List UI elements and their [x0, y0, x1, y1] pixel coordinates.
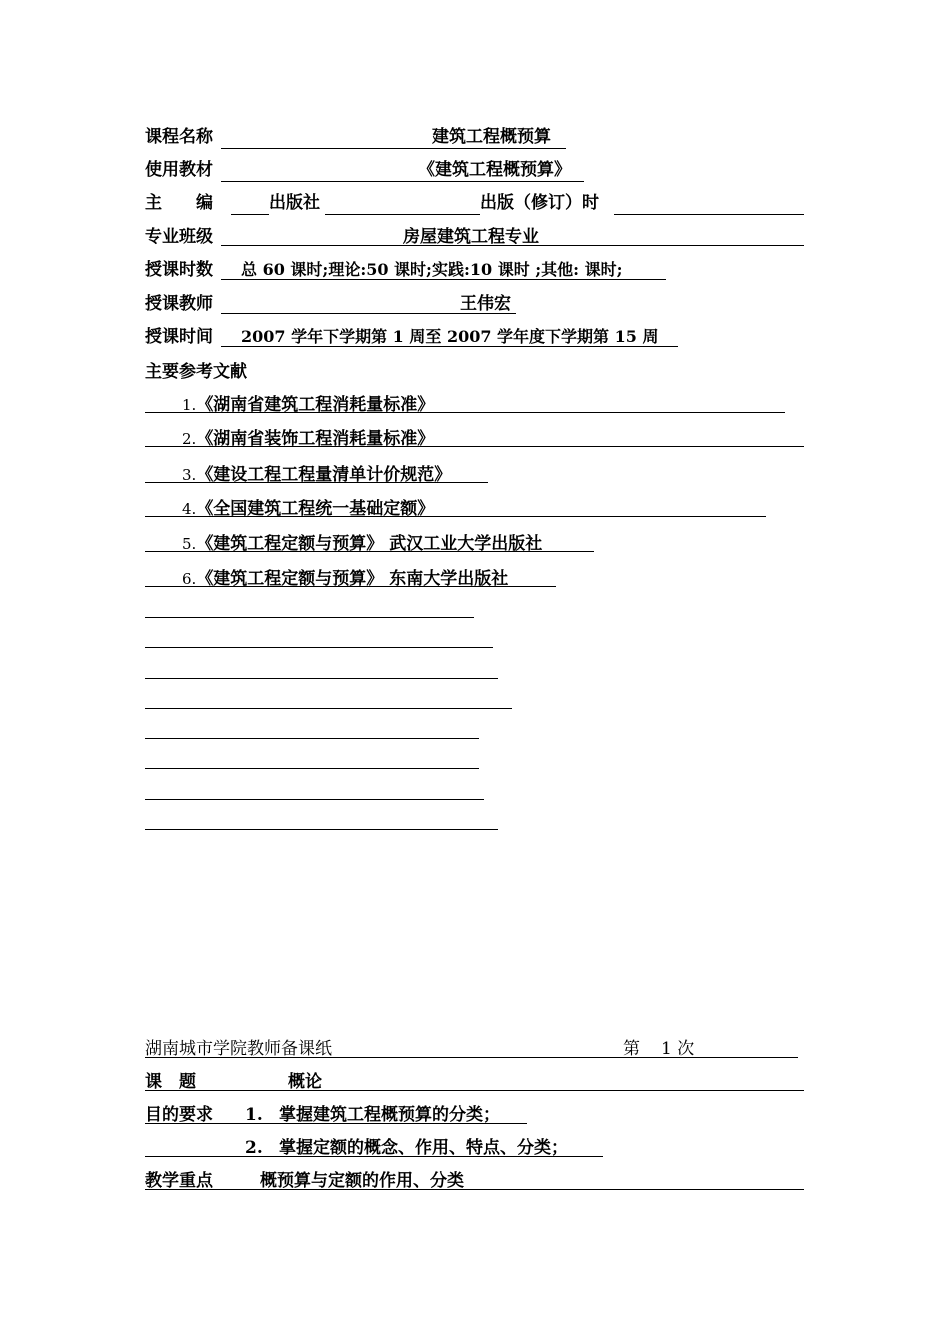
- reference-item: [145, 568, 508, 592]
- focus-value: 概预算与定额的作用、分类: [260, 1171, 464, 1191]
- textbook-value: 《建筑工程概预算》: [418, 160, 571, 180]
- reference-underline: [145, 586, 556, 587]
- session-label: 第: [623, 1039, 640, 1059]
- teacher-value: 王伟宏: [460, 294, 511, 314]
- goal-1-text: 掌握建筑工程概预算的分类；: [279, 1105, 500, 1125]
- topic-label: 课 题: [145, 1072, 196, 1092]
- school-line: 湖南城市学院教师备课纸: [145, 1039, 332, 1059]
- course-name-value: 建筑工程概预算: [432, 127, 551, 147]
- school-row: [145, 1038, 805, 1062]
- topic-underline: [145, 1090, 804, 1091]
- publish-time-underline: [614, 214, 804, 215]
- hours-underline: [221, 279, 666, 280]
- editor-label: 主 编: [145, 193, 213, 213]
- publisher-label: 出版社: [269, 193, 320, 213]
- class-underline: [221, 245, 804, 246]
- reference-item: [145, 428, 434, 452]
- reference-number: 5.: [182, 535, 197, 553]
- course-name-label: 课程名称: [145, 127, 213, 147]
- teacher-underline: [221, 313, 516, 314]
- reference-text: 《全国建筑工程统一基础定额》: [196, 499, 435, 519]
- reference-underline: [145, 516, 766, 517]
- editor-row: [145, 192, 805, 216]
- goal-2-number: 2.: [245, 1138, 263, 1158]
- reference-underline: [145, 412, 785, 413]
- blank-line: [145, 617, 474, 618]
- course-name-underline: [221, 148, 566, 149]
- hours-label: 授课时数: [145, 260, 213, 280]
- time-underline: [221, 346, 678, 347]
- blank-line: [145, 678, 498, 679]
- reference-text: 《湖南省建筑工程消耗量标准》: [196, 395, 435, 415]
- session-value: 1 次: [661, 1039, 695, 1059]
- goal-2-text: 掌握定额的概念、作用、特点、分类；: [279, 1138, 568, 1158]
- blank-line: [145, 708, 512, 709]
- editor-underline: [231, 214, 269, 215]
- publish-time-label: 出版（修订）时: [480, 193, 599, 213]
- reference-item: [145, 498, 434, 522]
- reference-item: [145, 464, 451, 488]
- reference-underline: [145, 551, 594, 552]
- reference-underline: [145, 482, 488, 483]
- blank-line: [145, 647, 493, 648]
- reference-number: 2.: [182, 430, 197, 448]
- reference-text: 《湖南省装饰工程消耗量标准》: [196, 429, 435, 449]
- blank-line: [145, 768, 479, 769]
- goal-2-underline: [145, 1156, 603, 1157]
- topic-value: 概论: [288, 1072, 322, 1092]
- refs-heading: 主要参考文献: [145, 362, 247, 382]
- reference-text: 《建设工程工程量清单计价规范》: [196, 465, 452, 485]
- reference-text: 《建筑工程定额与预算》 东南大学出版社: [196, 569, 509, 589]
- goals-label: 目的要求: [145, 1105, 213, 1125]
- textbook-underline: [221, 181, 584, 182]
- reference-underline: [145, 446, 804, 447]
- focus-label: 教学重点: [145, 1171, 213, 1191]
- reference-number: 1.: [182, 396, 197, 414]
- blank-line: [145, 799, 484, 800]
- reference-number: 4.: [182, 500, 197, 518]
- time-label: 授课时间: [145, 327, 213, 347]
- reference-item: [145, 394, 434, 418]
- hours-value: 总 60 课时;理论:50 课时;实践:10 课时 ;其他: 课时;: [241, 260, 623, 279]
- reference-item: [145, 533, 542, 557]
- reference-text: 《建筑工程定额与预算》 武汉工业大学出版社: [196, 534, 543, 554]
- blank-line: [145, 738, 479, 739]
- class-value: 房屋建筑工程专业: [403, 227, 539, 247]
- school-underline: [145, 1057, 798, 1058]
- goal-1-number: 1.: [245, 1105, 263, 1125]
- goals-underline: [145, 1123, 527, 1124]
- time-value: 2007 学年下学期第 1 周至 2007 学年度下学期第 15 周: [241, 327, 659, 346]
- blank-line: [145, 829, 498, 830]
- class-label: 专业班级: [145, 227, 213, 247]
- reference-number: 3.: [182, 466, 197, 484]
- publisher-underline: [325, 214, 480, 215]
- teacher-label: 授课教师: [145, 294, 213, 314]
- reference-number: 6.: [182, 570, 197, 588]
- textbook-label: 使用教材: [145, 160, 213, 180]
- focus-underline: [145, 1189, 804, 1190]
